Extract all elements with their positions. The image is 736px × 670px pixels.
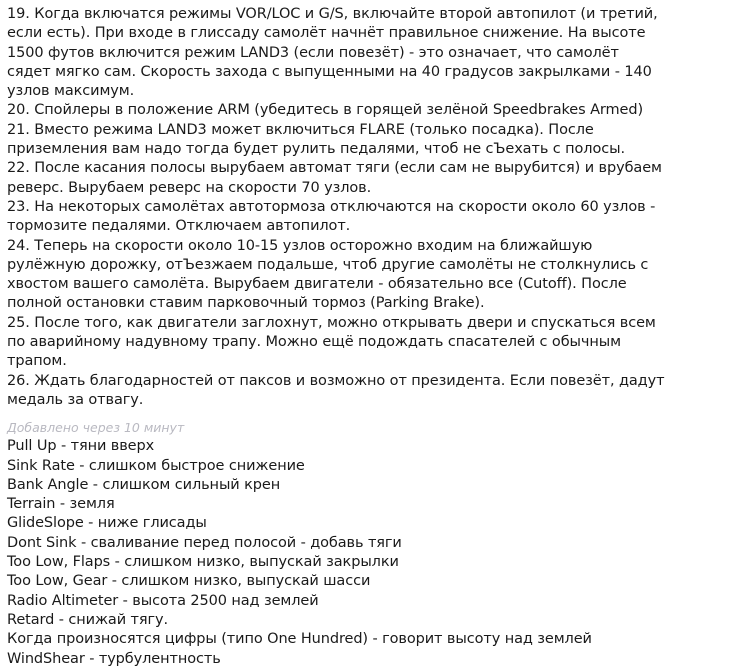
text-line: 19. Когда включатся режимы VOR/LOC и G/S, включайте второй автопилот (и третий, (7, 6, 658, 22)
text-line: 23. На некоторых самолётах автотормоза отключаются на скорости около 60 узлов - (7, 198, 656, 215)
text-line: Radio Altimeter - высота 2500 над землей (7, 592, 319, 609)
text-line: сядет мягко сам. Скорость захода с выпущенными на 40 градусов закрылками - 140 (7, 63, 652, 80)
text-line: полной остановки ставим парковочный тормоз (Parking Brake). (7, 295, 485, 312)
text-line: медаль за отвагу. (7, 391, 144, 408)
text-line: Too Low, Flaps - слишком низко, выпускай закрылки (7, 554, 399, 571)
text-line: 21. Вместо режима LAND3 может включиться FLARE (только посадка). После (7, 121, 594, 138)
text-line: Pull Up - тяни вверх (7, 438, 155, 455)
text-line: Когда произносятся цифры (типо One Hundred) - говорит высоту над землей (7, 631, 592, 648)
text-line: реверс. Вырубаем реверс на скорости 70 узлов. (7, 179, 372, 196)
text-line: приземления вам надо тогда будет рулить педалями, чтоб не сЪехать с полосы. (7, 141, 625, 158)
text-line: 25. После того, как двигатели заглохнут, можно открывать двери и спускаться всем (7, 314, 656, 331)
text-line: если есть). При входе в глиссаду самолёт начнёт правильное снижение. На высоте (7, 25, 646, 42)
text-line: 22. После касания полосы вырубаем автомат тяги (если сам не вырубится) и врубаем (7, 160, 662, 177)
text-line: тормозите педалями. Отключаем автопилот. (7, 218, 351, 235)
text-line: Retard - снижай тягу. (7, 611, 169, 628)
text-line: узлов максимум. (7, 83, 135, 100)
text-line: Dont Sink - сваливание перед полосой - добавь тяги (7, 534, 402, 551)
text-line: трапом. (7, 353, 67, 370)
text-line: GlideSlope - ниже глисады (7, 515, 207, 532)
text-line: Sink Rate - слишком быстрое снижение (7, 457, 305, 474)
text-line: Terrain - земля (7, 496, 115, 513)
gpws-glossary (7, 437, 732, 669)
added-later-note: Добавлено через 10 минут (7, 420, 185, 436)
text-line: рулёжную дорожку, отЪезжаем подальше, чтоб другие самолёты не столкнулись с (7, 256, 649, 273)
text-line: хвостом вашего самолёта. Вырубаем двигатели - обязательно все (Cutoff). После (7, 276, 627, 293)
text-line: Too Low, Gear - слишком низко, выпускай шасси (7, 573, 371, 590)
text-line: 26. Ждать благодарностей от паксов и возможно от президента. Если повезёт, дадут (7, 372, 665, 389)
text-line: по аварийному надувному трапу. Можно ещё подождать спасателей с обычным (7, 334, 621, 351)
text-line: WindShear - турбулентность (7, 650, 221, 667)
numbered-instructions (7, 5, 732, 410)
text-line: 1500 футов включится режим LAND3 (если повезёт) - это означает, что самолёт (7, 44, 619, 61)
text-line: 20. Спойлеры в положение ARM (убедитесь в горящей зелёной Speedbrakes Armed) (7, 102, 644, 119)
text-line: 24. Теперь на скорости около 10-15 узлов осторожно входим на ближайшую (7, 237, 593, 254)
text-line: Bank Angle - слишком сильный крен (7, 476, 281, 493)
